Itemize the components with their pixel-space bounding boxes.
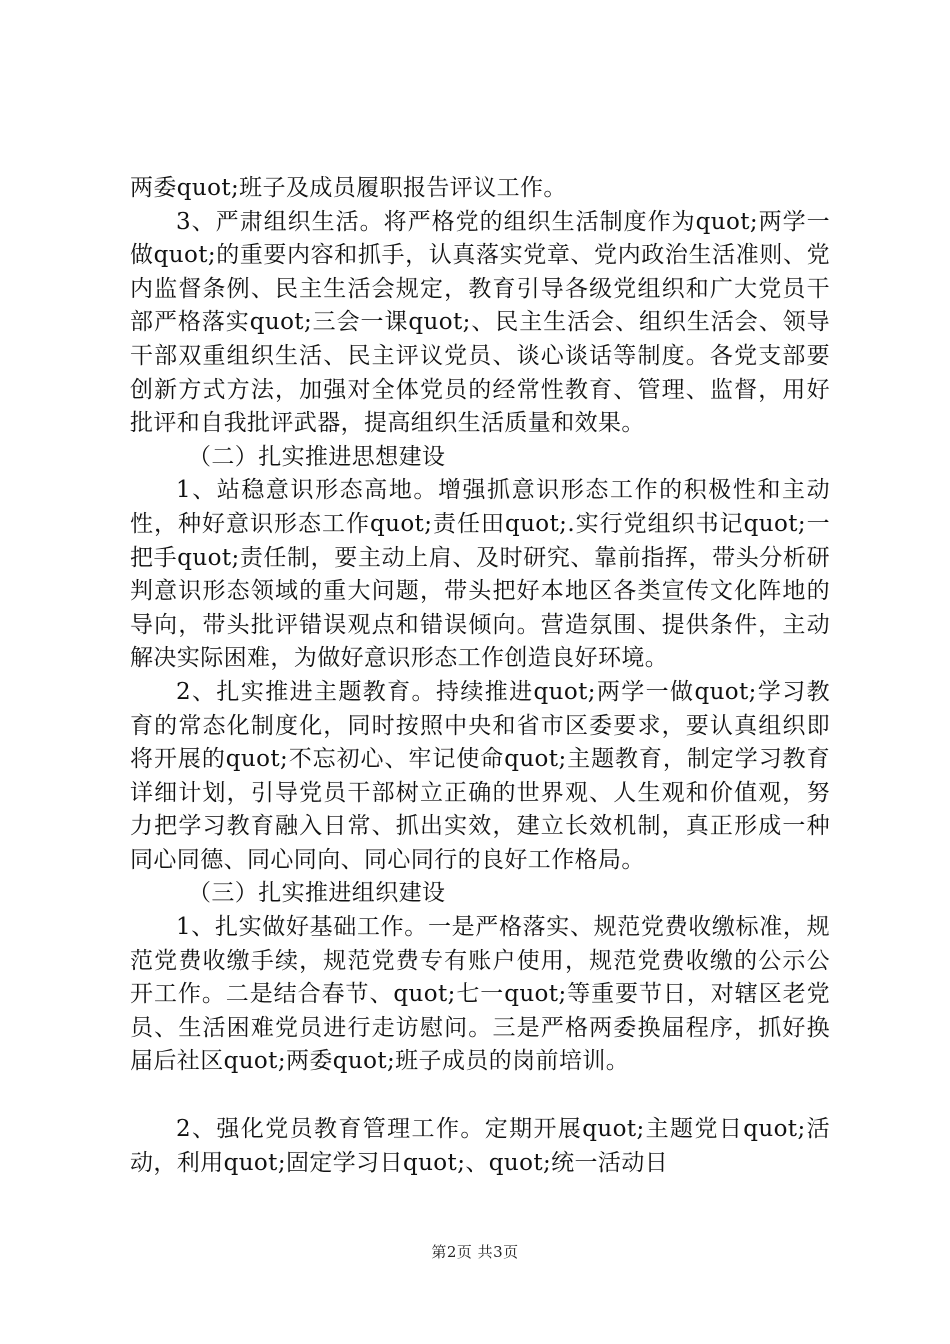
section-heading-organization: （三）扎实推进组织建设 xyxy=(188,880,446,907)
paragraph-theme-education: 2、扎实推进主题教育。持续推进quot;两学一做quot;学习教育的常态化制度化，同时按照中央和省市区委要求，要认真组织即将开展的quot;不忘初心、牢记使命quot;主题教育，制定学习教育详细计划，引导党员干部树立正确的世界观、人生观和价值观，努力把学习教育融入日常、抓出实效，建立长效机制，真正形成一种同心同德、同心同向、同心同行的良好工作格局。 xyxy=(130,678,830,873)
paragraph-member-education: 2、强化党员教育管理工作。定期开展quot;主题党日quot;活动，利用quot;固定学习日quot;、quot;统一活动日 xyxy=(130,1116,830,1176)
page-number-footer: 第2页 共3页 xyxy=(431,1243,519,1261)
paragraph-organization-life: 3、严肃组织生活。将严格党的组织生活制度作为quot;两学一做quot;的重要内容和抓手，认真落实党章、党内政治生活准则、党内监督条例、民主生活会规定，教育引导各级党组织和广大党员干部严格落实quot;三会一课quot;、民主生活会、组织生活会、领导干部双重组织生活、民主评议党员、谈心谈话等制度。各党支部要创新方式方法，加强对全体党员的经常性教育、管理、监督，用好批评和自我批评武器，提高组织生活质量和效果。 xyxy=(130,208,830,437)
document-body xyxy=(130,172,830,1180)
paragraph-basic-work: 1、扎实做好基础工作。一是严格落实、规范党费收缴标准，规范党费收缴手续，规范党费专有账户使用，规范党费收缴的公示公开工作。二是结合春节、quot;七一quot;等重要节日，对辖区老党员、生活困难党员进行走访慰问。三是严格两委换届程序，抓好换届后社区quot;两委quot;班子成员的岗前培训。 xyxy=(130,914,830,1075)
paragraph-continuation: 两委quot;班子及成员履职报告评议工作。 xyxy=(130,175,567,201)
paragraph-ideology-position: 1、站稳意识形态高地。增强抓意识形态工作的积极性和主动性，种好意识形态工作quot;责任田quot;.实行党组织书记quot;一把手quot;责任制，要主动上肩、及时研究、靠前指挥，带头分析研判意识形态领域的重大问题，带头把好本地区各类宣传文化阵地的导向，带头批评错误观点和错误倾向。营造氛围、提供条件，主动解决实际困难，为做好意识形态工作创造良好环境。 xyxy=(130,477,830,672)
section-heading-ideology: （二）扎实推进思想建设 xyxy=(188,443,446,470)
